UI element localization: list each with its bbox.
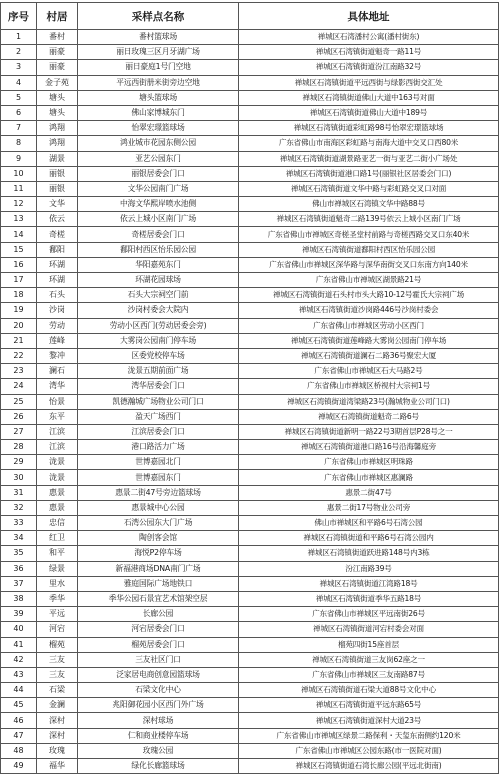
serial-number-cell: 9 [1, 151, 37, 166]
village-cell: 文华 [37, 197, 78, 212]
table-row [1, 379, 499, 394]
table-row [1, 303, 499, 318]
serial-number-cell: 4 [1, 75, 37, 90]
site-name-cell: 鄱阳村西区怡乐园公园 [78, 242, 239, 257]
address-cell: 禅城区石湾镇街道和平路6号石湾公园内 [239, 531, 499, 546]
address-cell: 禅城区石湾镇街道港口路1号(丽银社区居委会门口) [239, 166, 499, 181]
table-row [1, 576, 499, 591]
address-cell: 禅城区石湾镇街道佛山大道中163号对面 [239, 90, 499, 105]
serial-number-cell: 12 [1, 197, 37, 212]
village-cell: 怡景 [37, 394, 78, 409]
address-cell: 广东省佛山市禅城区奇槎圣堂村前路与奇槎西路交叉口东40米 [239, 227, 499, 242]
village-cell: 河宕 [37, 622, 78, 637]
village-cell: 江滨 [37, 440, 78, 455]
address-cell: 禅城区石湾镇街道平远西街与绿影西街交汇处 [239, 75, 499, 90]
serial-number-cell: 35 [1, 546, 37, 561]
address-cell: 广东省佛山市禅城区石大马路2号 [239, 364, 499, 379]
serial-number-cell: 34 [1, 531, 37, 546]
address-cell: 广东省佛山市禅城区惠澜路 [239, 470, 499, 485]
address-cell: 禅城区石湾镇街道彩虹路98号怡翠宏璟篮球场 [239, 121, 499, 136]
serial-number-cell: 6 [1, 105, 37, 120]
table-row [1, 273, 499, 288]
serial-number-cell: 22 [1, 348, 37, 363]
address-cell: 惠景二街47号 [239, 485, 499, 500]
table-row [1, 212, 499, 227]
village-cell: 塘头 [37, 105, 78, 120]
table-row [1, 424, 499, 439]
table-row [1, 485, 499, 500]
table-row [1, 60, 499, 75]
address-cell: 禅城区石湾镇街道莲峰路大雾岗公园南门停车场 [239, 333, 499, 348]
serial-number-cell: 13 [1, 212, 37, 227]
site-name-cell: 深村球场 [78, 713, 239, 728]
village-cell: 劳动 [37, 318, 78, 333]
table-row [1, 531, 499, 546]
site-name-cell: 大雾岗公园南门停车场 [78, 333, 239, 348]
site-name-cell: 中海文华熙岸喷水池侧 [78, 197, 239, 212]
serial-number-cell: 23 [1, 364, 37, 379]
table-row [1, 90, 499, 105]
village-cell: 湖景 [37, 151, 78, 166]
site-name-cell: 三友社区门口 [78, 652, 239, 667]
village-cell: 惠景 [37, 485, 78, 500]
village-cell: 东平 [37, 409, 78, 424]
serial-number-cell: 33 [1, 516, 37, 531]
village-cell: 三友 [37, 652, 78, 667]
table-row [1, 394, 499, 409]
site-name-cell: 依云上城小区南门广场 [78, 212, 239, 227]
village-cell: 澜石 [37, 364, 78, 379]
village-cell: 鄱阳 [37, 242, 78, 257]
site-name-cell: 怡翠宏璟篮球场 [78, 121, 239, 136]
village-cell: 玫瑰 [37, 743, 78, 758]
site-name-cell: 世博嘉园东门 [78, 470, 239, 485]
address-cell: 广东省佛山市禅城区公园东路(市一医院对面) [239, 743, 499, 758]
serial-number-cell: 40 [1, 622, 37, 637]
serial-number-cell: 18 [1, 288, 37, 303]
serial-number-cell: 39 [1, 607, 37, 622]
site-name-cell: 盈天广场西门 [78, 409, 239, 424]
table-row [1, 637, 499, 652]
address-cell: 广东省佛山市禅城区桥视村大宗祠1号 [239, 379, 499, 394]
village-cell: 平远 [37, 607, 78, 622]
table-row [1, 242, 499, 257]
site-name-cell: 仁和商业楼停车场 [78, 728, 239, 743]
village-cell: 江滨 [37, 424, 78, 439]
village-cell: 金澜 [37, 698, 78, 713]
table-row [1, 759, 499, 774]
site-name-cell: 惠景城中心公园 [78, 500, 239, 515]
village-cell: 里水 [37, 576, 78, 591]
village-cell: 和平 [37, 546, 78, 561]
table-row [1, 683, 499, 698]
village-cell: 丽银 [37, 181, 78, 196]
table-row [1, 257, 499, 272]
serial-number-cell: 41 [1, 637, 37, 652]
serial-number-cell: 21 [1, 333, 37, 348]
village-cell: 丽银 [37, 166, 78, 181]
serial-number-cell: 5 [1, 90, 37, 105]
site-name-cell: 石梁文化中心 [78, 683, 239, 698]
header-site-name: 采样点名称 [78, 3, 239, 30]
address-cell: 禅城区石湾镇街道河宕村委会对面 [239, 622, 499, 637]
village-cell: 金子苑 [37, 75, 78, 90]
village-cell: 红卫 [37, 531, 78, 546]
table-row [1, 561, 499, 576]
address-cell: 禅城区石湾镇街道季华五路18号 [239, 591, 499, 606]
address-cell: 禅城区石湾镇街道跃进路148号内3栋 [239, 546, 499, 561]
site-name-cell: 季华公园石景宜艺术馆架空层 [78, 591, 239, 606]
site-name-cell: 河宕居委会门口 [78, 622, 239, 637]
serial-number-cell: 44 [1, 683, 37, 698]
serial-number-cell: 20 [1, 318, 37, 333]
table-row [1, 607, 499, 622]
table-row [1, 743, 499, 758]
address-cell: 禅城区石湾镇街道佛山大道中189号 [239, 105, 499, 120]
site-name-cell: 奇槎居委会门口 [78, 227, 239, 242]
table-row [1, 197, 499, 212]
village-cell: 石梁 [37, 683, 78, 698]
address-cell: 禅城区石湾镇街道石梁大道88号文化中心 [239, 683, 499, 698]
site-name-cell: 丽日玫瑰三区月牙湖广场 [78, 45, 239, 60]
site-name-cell: 石头大宗祠空门前 [78, 288, 239, 303]
serial-number-cell: 43 [1, 667, 37, 682]
serial-number-cell: 27 [1, 424, 37, 439]
table-row [1, 667, 499, 682]
site-name-cell: 榴苑居委会门口 [78, 637, 239, 652]
address-cell: 禅城区石湾镇街道三友岗62座之一 [239, 652, 499, 667]
address-cell: 禅城区石湾镇街道石湾长廊公园(平远北街南) [239, 759, 499, 774]
address-cell: 广东省佛山市禅城区平远南街26号 [239, 607, 499, 622]
village-cell: 莲峰 [37, 333, 78, 348]
village-cell: 忠信 [37, 516, 78, 531]
serial-number-cell: 42 [1, 652, 37, 667]
village-cell: 丽豪 [37, 60, 78, 75]
serial-number-cell: 48 [1, 743, 37, 758]
site-name-cell: 惠景二街47号旁边篮球场 [78, 485, 239, 500]
table-row [1, 652, 499, 667]
site-name-cell: 环湖花园球场 [78, 273, 239, 288]
address-cell: 榴苑四街15座首层 [239, 637, 499, 652]
serial-number-cell: 47 [1, 728, 37, 743]
site-name-cell: 湾华居委会门口 [78, 379, 239, 394]
village-cell: 环湖 [37, 257, 78, 272]
address-cell: 禅城区石湾镇街道文华中路与彩虹路交叉口对面 [239, 181, 499, 196]
serial-number-cell: 11 [1, 181, 37, 196]
table-row [1, 75, 499, 90]
address-cell: 禅城区石湾镇街道深村大道23号 [239, 713, 499, 728]
table-row [1, 409, 499, 424]
table-row [1, 105, 499, 120]
serial-number-cell: 16 [1, 257, 37, 272]
village-cell: 三友 [37, 667, 78, 682]
header-address: 具体地址 [239, 3, 499, 30]
address-cell: 禅城区石湾镇街道湖景路亚艺一街与亚艺二街小广场处 [239, 151, 499, 166]
site-name-cell: 佛山家博城东门 [78, 105, 239, 120]
village-cell: 泷景 [37, 455, 78, 470]
table-row [1, 713, 499, 728]
address-cell: 广东省佛山市禅城区湖景路21号 [239, 273, 499, 288]
site-name-cell: 江滨居委会门口 [78, 424, 239, 439]
site-name-cell: 文华公园南门广场 [78, 181, 239, 196]
address-cell: 广东省佛山市禅城区劳动小区西门 [239, 318, 499, 333]
site-name-cell: 沙岗村委会大院内 [78, 303, 239, 318]
site-name-cell: 新福港商场DNA南门广场 [78, 561, 239, 576]
address-cell: 佛山市禅城区石湾镇文华中路88号 [239, 197, 499, 212]
site-name-cell: 世博嘉园北门 [78, 455, 239, 470]
serial-number-cell: 38 [1, 591, 37, 606]
table-row [1, 364, 499, 379]
serial-number-cell: 26 [1, 409, 37, 424]
site-name-cell: 石湾公园东大门广场 [78, 516, 239, 531]
village-cell: 沙岗 [37, 303, 78, 318]
table-row [1, 227, 499, 242]
village-cell: 惠景 [37, 500, 78, 515]
village-cell: 黎冲 [37, 348, 78, 363]
serial-number-cell: 49 [1, 759, 37, 774]
table-body [1, 30, 499, 774]
serial-number-cell: 15 [1, 242, 37, 257]
site-name-cell: 港口路活力广场 [78, 440, 239, 455]
header-village: 村居 [37, 3, 78, 30]
address-cell: 禅城区石湾镇街道江湾路18号 [239, 576, 499, 591]
address-cell: 禅城区石湾镇街道汾江南路32号 [239, 60, 499, 75]
village-cell: 鸿翔 [37, 136, 78, 151]
address-cell: 禅城区石湾镇街道澜石二路36号聚宏大厦 [239, 348, 499, 363]
table-row [1, 166, 499, 181]
address-cell: 佛山市禅城区和平路6号石湾公园 [239, 516, 499, 531]
table-row [1, 151, 499, 166]
serial-number-cell: 3 [1, 60, 37, 75]
village-cell: 深村 [37, 728, 78, 743]
site-name-cell: 塘头篮球场 [78, 90, 239, 105]
site-name-cell: 兆阳御花园小区西门外广场 [78, 698, 239, 713]
village-cell: 塘头 [37, 90, 78, 105]
serial-number-cell: 32 [1, 500, 37, 515]
serial-number-cell: 24 [1, 379, 37, 394]
table-row [1, 516, 499, 531]
serial-number-cell: 28 [1, 440, 37, 455]
serial-number-cell: 36 [1, 561, 37, 576]
sampling-site-table [0, 2, 499, 774]
site-name-cell: 绿化长廊篮球场 [78, 759, 239, 774]
village-cell: 石头 [37, 288, 78, 303]
address-cell: 汾江南路39号 [239, 561, 499, 576]
table-row [1, 591, 499, 606]
site-name-cell: 平远西街册米街旁边空地 [78, 75, 239, 90]
address-cell: 禅城区石湾镇街道湾梁路23号(瀚城物业公司门口) [239, 394, 499, 409]
header-row [1, 3, 499, 30]
table-row [1, 318, 499, 333]
table-row [1, 348, 499, 363]
serial-number-cell: 25 [1, 394, 37, 409]
address-cell: 惠景二街17号物业公司旁 [239, 500, 499, 515]
site-name-cell: 泛家居电商创意园篮球场 [78, 667, 239, 682]
table-row [1, 470, 499, 485]
serial-number-cell: 1 [1, 30, 37, 45]
table-row [1, 288, 499, 303]
address-cell: 广东省佛山市禅城区三友南路87号 [239, 667, 499, 682]
address-cell: 禅城区石湾潘村公寓(潘村街东) [239, 30, 499, 45]
serial-number-cell: 37 [1, 576, 37, 591]
table-row [1, 333, 499, 348]
table-row [1, 30, 499, 45]
village-cell: 依云 [37, 212, 78, 227]
site-name-cell: 鸿业城市花园东侧公园 [78, 136, 239, 151]
serial-number-cell: 7 [1, 121, 37, 136]
address-cell: 禅城区石湾镇街道石头村市头大路10-12号霍氏大宗祠广场 [239, 288, 499, 303]
site-name-cell: 雅庭国际广场地铁口 [78, 576, 239, 591]
site-name-cell: 长廊公园 [78, 607, 239, 622]
village-cell: 丽豪 [37, 45, 78, 60]
serial-number-cell: 14 [1, 227, 37, 242]
address-cell: 广东省佛山市禅城区深华路与深华南街交叉口东南方向140米 [239, 257, 499, 272]
table-row [1, 546, 499, 561]
serial-number-cell: 19 [1, 303, 37, 318]
serial-number-cell: 30 [1, 470, 37, 485]
address-cell: 禅城区石湾镇街道沙岗路446号沙岗村委会 [239, 303, 499, 318]
table-row [1, 136, 499, 151]
village-cell: 环湖 [37, 273, 78, 288]
serial-number-cell: 8 [1, 136, 37, 151]
table-row [1, 728, 499, 743]
serial-number-cell: 2 [1, 45, 37, 60]
site-name-cell: 凯德瀚城广场物业公司门口 [78, 394, 239, 409]
table-row [1, 500, 499, 515]
serial-number-cell: 17 [1, 273, 37, 288]
village-cell: 鸿翔 [37, 121, 78, 136]
table-row [1, 181, 499, 196]
site-name-cell: 华阳嘉苑东门 [78, 257, 239, 272]
table-row [1, 622, 499, 637]
serial-number-cell: 10 [1, 166, 37, 181]
serial-number-cell: 29 [1, 455, 37, 470]
site-name-cell: 劳动小区西门(劳动居委会旁) [78, 318, 239, 333]
serial-number-cell: 46 [1, 713, 37, 728]
site-name-cell: 番村篮球场 [78, 30, 239, 45]
header-serial-number: 序号 [1, 3, 37, 30]
address-cell: 禅城区石湾镇街道平远东路65号 [239, 698, 499, 713]
village-cell: 福华 [37, 759, 78, 774]
site-name-cell: 海悦P2停车场 [78, 546, 239, 561]
address-cell: 广东省佛山市南海区彩虹路与南海大道中交叉口西80米 [239, 136, 499, 151]
village-cell: 绿景 [37, 561, 78, 576]
village-cell: 湾华 [37, 379, 78, 394]
serial-number-cell: 45 [1, 698, 37, 713]
table-row [1, 121, 499, 136]
village-cell: 榴苑 [37, 637, 78, 652]
village-cell: 番村 [37, 30, 78, 45]
site-name-cell: 亚艺公园东门 [78, 151, 239, 166]
address-cell: 广东省佛山市禅城区绿景二路保利・天玺东南侧约120米 [239, 728, 499, 743]
address-cell: 禅城区石湾镇街道新明一路22号3期首层P28号之一 [239, 424, 499, 439]
site-name-cell: 玫瑰公园 [78, 743, 239, 758]
table-row [1, 45, 499, 60]
address-cell: 禅城区石湾镇街道港口路16号沿海馨庭旁 [239, 440, 499, 455]
site-name-cell: 丽银居委会门口 [78, 166, 239, 181]
site-name-cell: 区委党校停车场 [78, 348, 239, 363]
table-header [1, 3, 499, 30]
village-cell: 奇槎 [37, 227, 78, 242]
village-cell: 季华 [37, 591, 78, 606]
village-cell: 泷景 [37, 470, 78, 485]
address-cell: 禅城区石湾镇街道魁奇二路139号依云上城小区南门广场 [239, 212, 499, 227]
site-name-cell: 丽日豪庭1号门空地 [78, 60, 239, 75]
address-cell: 禅城区石湾镇街道魁奇二路6号 [239, 409, 499, 424]
table-row [1, 440, 499, 455]
site-name-cell: 陶创客会馆 [78, 531, 239, 546]
table-row [1, 698, 499, 713]
village-cell: 深村 [37, 713, 78, 728]
site-name-cell: 泷景五期前面广场 [78, 364, 239, 379]
address-cell: 广东省佛山市禅城区明珠路 [239, 455, 499, 470]
address-cell: 禅城区石湾镇街道鄱阳村西区怡乐园公园 [239, 242, 499, 257]
address-cell: 禅城区石湾镇街道魁奇一路11号 [239, 45, 499, 60]
serial-number-cell: 31 [1, 485, 37, 500]
table-row [1, 455, 499, 470]
